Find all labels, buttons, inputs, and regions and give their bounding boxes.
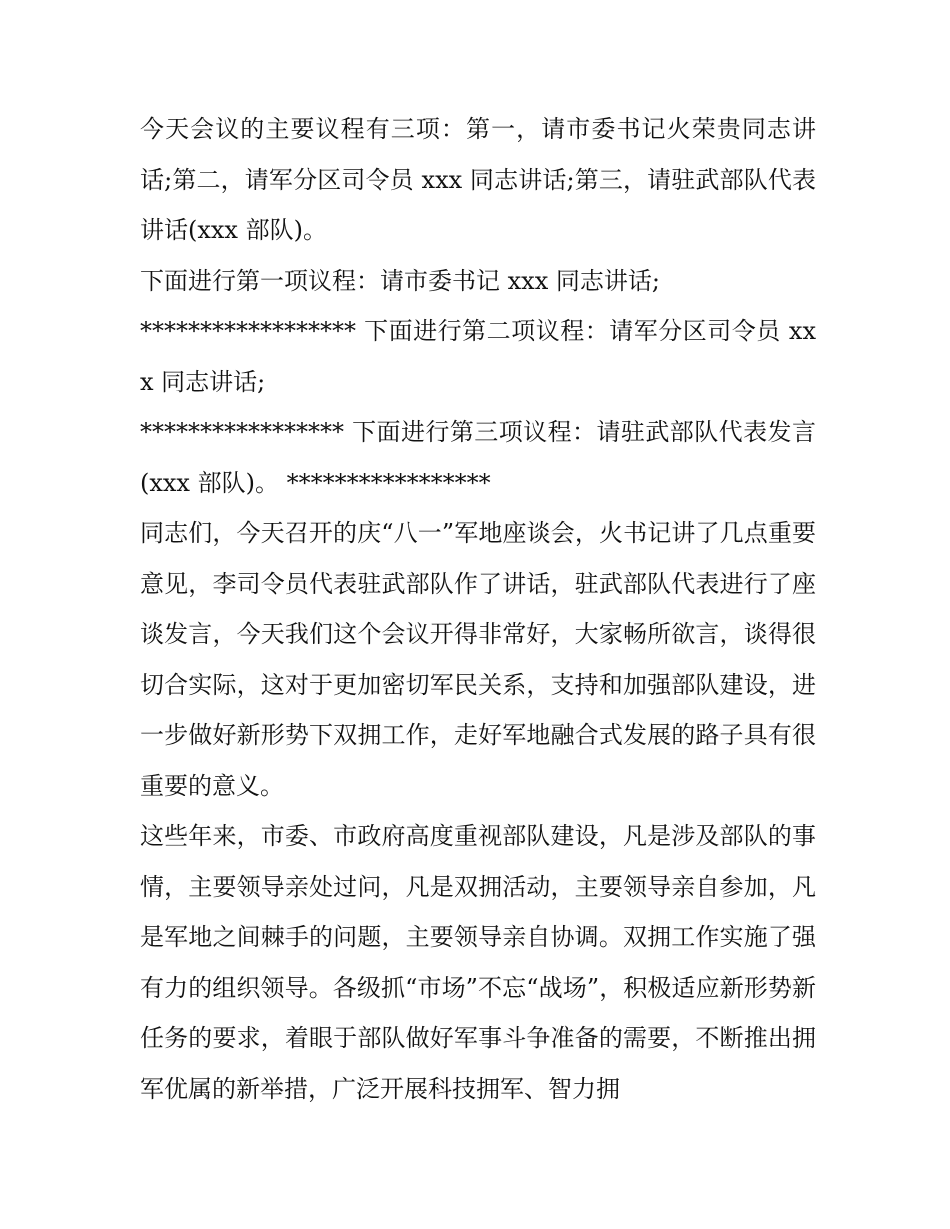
paragraph-review: 这些年来，市委、市政府高度重视部队建设，凡是涉及部队的事情，主要领导亲处过问，凡是双拥活动，主要领导亲自参加，凡是军地之间棘手的问题，主要领导亲自协调。双拥工作实施了强有力的组织领导。各级抓“市场”不忘“战场”，积极适应新形势新任务的要求，着眼于部队做好军事斗争准备的需要，不断推出拥军优属的新举措，广泛开展科技拥军、智力拥 [140,822,816,1103]
paragraph-summary: 同志们，今天召开的庆“八一”军地座谈会，火书记讲了几点重要意见，李司令员代表驻武部队作了讲话，驻武部队代表进行了座谈发言，今天我们这个会议开得非常好，大家畅所欲言，谈得很切合实际，这对于更加密切军民关系，支持和加强部队建设，进一步做好新形势下双拥工作，走好军地融合式发展的路子具有很重要的意义。 [140,519,816,800]
paragraph-agenda-item-3: ***************** 下面进行第三项议程：请驻武部队代表发言(xxx 部队)。 ***************** [140,418,816,497]
paragraph-agenda-item-2: ****************** 下面进行第二项议程：请军分区司令员 xxx 同志讲话; [140,317,816,396]
paragraph-agenda-item-1: 下面进行第一项议程：请市委书记 xxx 同志讲话; [140,266,660,295]
document-page [140,104,816,1114]
paragraph-agenda-overview: 今天会议的主要议程有三项：第一，请市委书记火荣贵同志讲话;第二，请军分区司令员 xxx 同志讲话;第三，请驻武部队代表讲话(xxx 部队)。 [140,115,816,244]
